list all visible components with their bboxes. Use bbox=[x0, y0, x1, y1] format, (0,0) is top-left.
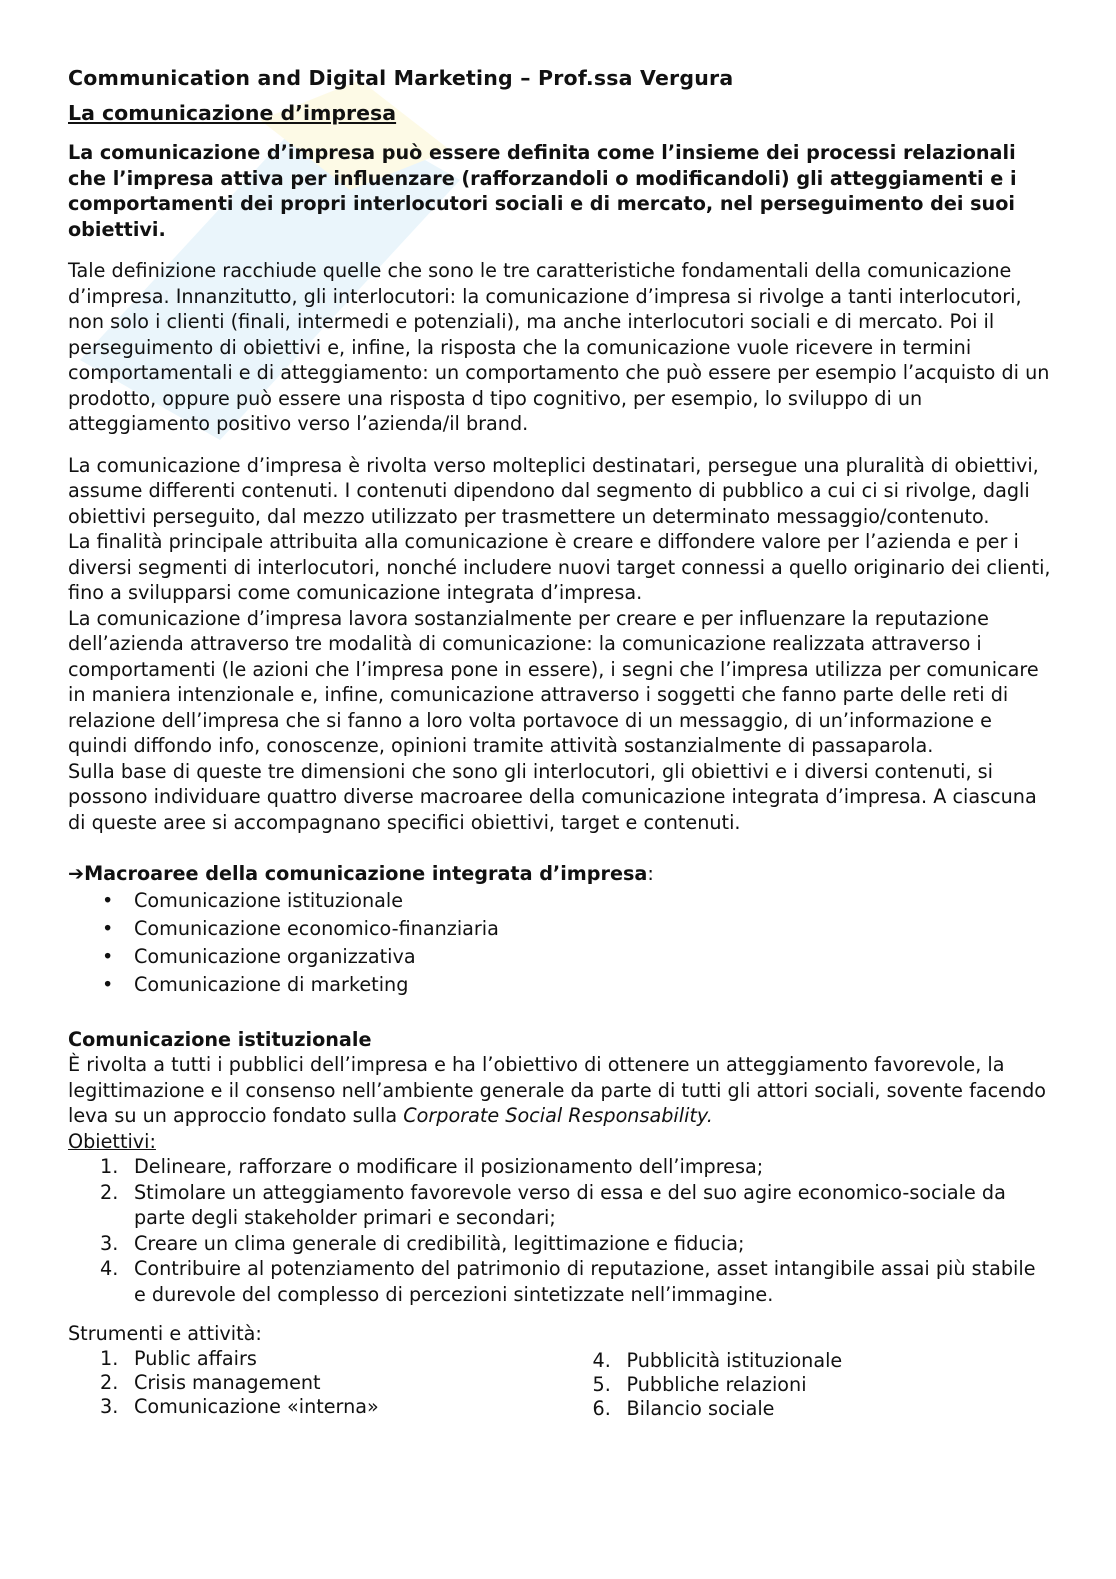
list-item bbox=[68, 1231, 1053, 1257]
paragraph-finalita: La finalità principale attribuita alla comunicazione è creare e diffondere valore per l’azienda e per i diversi segmenti di interlocutori, nonché includere nuovi target connessi a quello originario dei clienti, fino a svilupparsi come comunicazione integrata d’impresa. bbox=[68, 530, 1051, 604]
list-number: 4. bbox=[100, 1257, 119, 1280]
list-text: Creare un clima generale di credibilità, legittimazione e fiducia; bbox=[134, 1231, 745, 1255]
list-text: Comunicazione «interna» bbox=[134, 1394, 379, 1418]
list-item bbox=[68, 1347, 561, 1371]
tools-columns bbox=[68, 1347, 1053, 1421]
list-item bbox=[68, 1256, 1053, 1307]
istituzionale-text-italic: Corporate Social Responsability. bbox=[403, 1104, 713, 1127]
list-text: Pubbliche relazioni bbox=[626, 1372, 807, 1396]
istituzionale-text-body: È rivolta a tutti i pubblici dell’impresa e ha l’obiettivo di ottenere un atteggiamento favorevole, la legittimazione e il consenso nell’ambiente generale da parte di tutti gli attori sociali, sovente facendo leva su un approccio fondato sulla bbox=[68, 1053, 1047, 1127]
document-page bbox=[68, 64, 1053, 1421]
list-text: Stimolare un atteggiamento favorevole verso di essa e del suo agire economico-sociale da parte degli stakeholder primari e secondari; bbox=[134, 1180, 1006, 1229]
tools-label: Strumenti e attività: bbox=[68, 1322, 262, 1345]
list-number: 1. bbox=[100, 1155, 119, 1178]
list-text: Crisis management bbox=[134, 1370, 321, 1394]
list-number: 4. bbox=[592, 1348, 611, 1372]
tools-column-left bbox=[68, 1347, 561, 1421]
paragraph-reputazione: La comunicazione d’impresa lavora sostanzialmente per creare e per influenzare la reputazione dell’azienda attraverso tre modalità di comunicazione: la comunicazione realizzata attraverso i comportamenti (le azioni che l’impresa pone in essere), i segni che l’impresa utilizza per comunicare in maniera intenzionale e, infine, comunicazione attraverso i soggetti che fanno parte delle reti di relazione dell’impresa che si fanno a loro volta portavoce di un messaggio, di un’informazione e quindi diffondo info, conoscenze, opinioni tramite attività sostanzialmente di passaparola. bbox=[68, 606, 1039, 757]
tools-column-right bbox=[561, 1349, 1054, 1421]
list-item bbox=[561, 1373, 1054, 1397]
list-item bbox=[68, 1154, 1053, 1180]
list-number: 2. bbox=[100, 1370, 119, 1394]
list-number: 1. bbox=[100, 1346, 119, 1370]
list-text: Delineare, rafforzare o modificare il posizionamento dell’impresa; bbox=[134, 1155, 764, 1178]
list-item bbox=[561, 1397, 1054, 1421]
objectives-list bbox=[68, 1154, 1053, 1307]
list-text: Public affairs bbox=[134, 1346, 257, 1370]
list-text: Pubblicità istituzionale bbox=[626, 1348, 843, 1372]
definition-paragraph: La comunicazione d’impresa può essere definita come l’insieme dei processi relazionali che l’impresa attiva per influenzare (rafforzandoli o modificandoli) gli atteggiamenti e i comportamenti dei propri interlocutori sociali e di mercato, nel perseguimento dei suoi obiettivi. bbox=[68, 141, 1017, 241]
list-item: • Comunicazione di marketing bbox=[68, 971, 1053, 999]
list-number: 2. bbox=[100, 1180, 119, 1204]
tools-list-left bbox=[68, 1347, 561, 1419]
list-text: Bilancio sociale bbox=[626, 1396, 775, 1420]
macroaree-heading-text: Macroaree della comunicazione integrata d’impresa bbox=[84, 862, 648, 885]
list-text: Contribuire al potenziamento del patrimonio di reputazione, asset intangibile assai più stabile e durevole del complesso di percezioni sintetizzate nell’immagine. bbox=[134, 1257, 1036, 1306]
paragraph-destinatari: La comunicazione d’impresa è rivolta verso molteplici destinatari, persegue una pluralità di obiettivi, assume differenti contenuti. I contenuti dipendono dal segmento di pubblico a cui ci si rivolge, dagli obiettivi perseguito, dal mezzo utilizzato per trasmettere un determinato messaggio/contenuto. bbox=[68, 453, 1039, 528]
list-item bbox=[68, 1180, 1053, 1231]
list-item: • Comunicazione organizzativa bbox=[68, 943, 1053, 971]
macroaree-list bbox=[68, 887, 1053, 999]
arrow-icon: ➔ bbox=[68, 862, 85, 885]
document-title: Communication and Digital Marketing – Prof.ssa Vergura bbox=[68, 66, 734, 90]
paragraph-macroaree-intro: Sulla base di queste tre dimensioni che sono gli interlocutori, gli obiettivi e i diversi contenuti, si possono individuare quattro diverse macroaree della comunicazione integrata d’impresa. A ciascuna di queste aree si accompagnano specifici obiettivi, target e contenuti. bbox=[68, 759, 1037, 834]
paragraph-characteristics: Tale definizione racchiude quelle che sono le tre caratteristiche fondamentali della comunicazione d’impresa. Innanzitutto, gli interlocutori: la comunicazione d’impresa si rivolge a tanti interlocutori, non solo i clienti (finali, intermedi e potenziali), ma anche interlocutori sociali e di mercato. Poi il perseguimento di obiettivi e, infine, la risposta che la comunicazione vuole ricevere in termini comportamentali e di atteggiamento: un comportamento che può essere per esempio l’acquisto di un prodotto, oppure può essere una risposta d tipo cognitivo, per esempio, lo sviluppo di un atteggiamento positivo verso l’azienda/il brand. bbox=[68, 259, 1050, 435]
list-item: • Comunicazione istituzionale bbox=[68, 887, 1053, 915]
objectives-label: Obiettivi: bbox=[68, 1129, 156, 1153]
macroaree-colon: : bbox=[647, 862, 654, 885]
list-item bbox=[68, 1395, 561, 1419]
istituzionale-text bbox=[68, 1052, 1053, 1129]
list-item bbox=[561, 1349, 1054, 1373]
list-item bbox=[68, 1371, 561, 1395]
list-number: 3. bbox=[100, 1394, 119, 1418]
list-item: • Comunicazione economico-finanziaria bbox=[68, 915, 1053, 943]
tools-list-right bbox=[561, 1349, 1054, 1421]
section-title: La comunicazione d’impresa bbox=[68, 101, 397, 125]
list-number: 5. bbox=[592, 1372, 611, 1396]
macroaree-heading bbox=[68, 861, 1053, 887]
istituzionale-heading: Comunicazione istituzionale bbox=[68, 1027, 372, 1051]
list-number: 3. bbox=[100, 1231, 119, 1255]
list-number: 6. bbox=[592, 1396, 611, 1420]
